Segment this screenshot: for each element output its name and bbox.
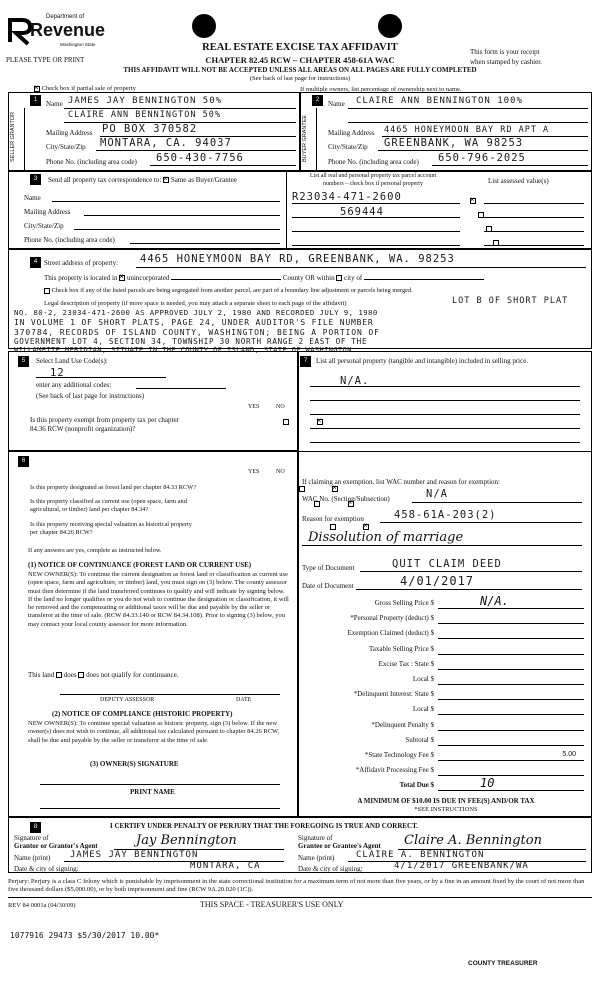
city-checkbox[interactable]: [336, 275, 342, 281]
grantee-sig-label-2: Grantee or Grantee's Agent: [298, 842, 381, 850]
grantor-signature[interactable]: Jay Bennington: [136, 833, 237, 848]
fee-value[interactable]: 10: [480, 776, 495, 791]
fee-row: [300, 594, 590, 612]
fee-row: [300, 719, 590, 734]
print-name-label: PRINT NAME: [130, 788, 175, 796]
seller-city-label: City/State/Zip: [46, 143, 86, 151]
parcel-2-checkbox[interactable]: [478, 212, 484, 218]
located-label: This property is located in: [44, 274, 118, 282]
parcel-2[interactable]: 569444: [340, 206, 384, 218]
notice-continuance-title: (1) NOTICE OF CONTINUANCE (FOREST LAND OR CURRENT USE): [28, 561, 252, 569]
same-as-buyer-checkbox[interactable]: [163, 177, 169, 183]
unincorporated-checkbox[interactable]: [119, 275, 125, 281]
perjury-notice: Perjury: Perjury is a class C felony which is punishable by imprisonment in the state correctional institution for a maximum term of not more than five years, or by a fine in an amount fixed by the court of not more than five thousand dollars ($5,000.00), or by both imprisonment and fine (RCW 9A.20.020 (1C)).: [8, 878, 585, 894]
this-land-label: This land: [28, 671, 55, 679]
doc-type-label: Type of Document: [302, 564, 355, 572]
s6-q2a: Is this property classified as current use (open space, farm and: [30, 498, 187, 505]
county-treasurer: COUNTY TREASURER: [468, 960, 538, 967]
buyer-city[interactable]: GREENBANK, WA 98253: [384, 137, 524, 149]
parcel-1[interactable]: R23034-471-2600: [292, 191, 402, 203]
street-address[interactable]: 4465 HONEYMOON BAY RD, GREENBANK, WA. 98253: [140, 253, 455, 265]
land-use-label: Select Land Use Code(s):: [36, 357, 108, 365]
s6-q3b: per chapter 84.26 RCW?: [30, 529, 93, 536]
buyer-name-label: Name: [328, 100, 345, 108]
s6-q2b: agricultural, or timber) land per chapter 84.34?: [30, 506, 149, 513]
fee-label: Subtotal $: [405, 735, 434, 744]
logo-state: Washington State: [60, 42, 96, 47]
seller-grantor-tab: SELLER GRANTOR: [10, 111, 16, 162]
fee-label: *State Technology Fee $: [364, 750, 434, 759]
reason-label: Reason for exemption: [302, 515, 364, 523]
notice-continuance-body: NEW OWNER(S): To continue the current designation as forest land or classification as current use (open space, farm and agriculture, or timber) land, you must sign on (3) below. The county assessor must then determine if the land transferred continues to qualify and will indicate by signing below. If the land no longer qualifies or you do not wish to continue the designation or classification, it will be removed and the compensating or additional taxes will be due and payable by the seller or transferor at the time of sale. (RCW 84.33.140 or RCW 84.34.108). Prior to signing (3) below, you may contact your local county assessor for more information.: [28, 571, 289, 628]
s3-phone-label: Phone No. (including area code): [24, 236, 115, 244]
grantee-date-city[interactable]: 4/1/2017 GREENBANK/WA: [394, 861, 529, 871]
fee-label: *Delinquent Interest: State $: [353, 690, 434, 699]
personal-property-label: List all personal property (tangible and intangible) included in selling price.: [316, 357, 529, 365]
s5-see-back: (See back of last page for instructions): [36, 392, 145, 400]
buyer-mail-label: Mailing Address: [328, 129, 375, 137]
wac-number[interactable]: N/A: [426, 488, 448, 500]
section-7-number: 7: [300, 356, 311, 367]
exemption-reason-2[interactable]: Dissolution of marriage: [308, 530, 464, 545]
deputy-assessor-label: DEPUTY ASSESSOR: [100, 697, 155, 703]
section-2-number: 2: [312, 95, 323, 106]
s6-no: NO: [276, 469, 285, 475]
fee-value[interactable]: N/A.: [480, 594, 509, 608]
form-see-back: (See back of last page for instructions): [249, 75, 351, 82]
form-title: REAL ESTATE EXCISE TAX AFFIDAVIT: [202, 42, 398, 53]
qualify-label: qualify for continuance.: [111, 671, 179, 679]
form-number: REV 84 0001a (04/30/09): [8, 902, 76, 909]
grantor-date-label: Date & city of signing:: [14, 865, 79, 873]
grantor-sig-label-2: Grantor or Grantor's Agent: [14, 842, 98, 850]
exempt-question-1: Is this property exempt from property tax per chapter: [30, 416, 179, 424]
seller-mail-label: Mailing Address: [46, 129, 93, 137]
parcel-header-2: numbers – check box if personal property: [323, 181, 423, 187]
fee-table: [300, 594, 590, 794]
section-1-number: 1: [30, 95, 41, 106]
s6-q3a: Is this property receiving special valuation as historical property: [30, 521, 192, 528]
minimum-fee-note: A MINIMUM OF $10.00 IS DUE IN FEE(S) AND/OR TAX: [357, 797, 535, 805]
grantee-print-label: Name (print): [298, 854, 335, 862]
segregated-row: [44, 287, 413, 294]
seller-phone[interactable]: 650-430-7756: [156, 152, 244, 164]
fee-row: [300, 764, 590, 779]
exempt-yes-checkbox[interactable]: [283, 419, 289, 425]
legal-line-4[interactable]: 370784, RECORDS OF ISLAND COUNTY, WASHINGTON; BEING A PORTION OF: [14, 328, 380, 337]
fee-label: Local $: [412, 674, 434, 683]
certify-statement: I CERTIFY UNDER PENALTY OF PERJURY THAT THE FOREGOING IS TRUE AND CORRECT.: [110, 822, 419, 830]
see-instructions-note: *SEE INSTRUCTIONS: [414, 806, 478, 813]
logo-name: Revenue: [30, 20, 106, 40]
legal-line-3[interactable]: IN VOLUME 1 OF SHORT PLATS, PAGE 24, UNDER AUDITOR'S FILE NUMBER: [14, 318, 374, 327]
notice-compliance-title: (2) NOTICE OF COMPLIANCE (HISTORIC PROPERTY): [52, 710, 233, 718]
unincorporated-label: unincorporated: [126, 274, 170, 282]
s5-yes: YES: [248, 404, 260, 410]
assessed-header: List assessed value(s): [488, 177, 549, 185]
fee-row: [300, 703, 590, 718]
s3-name-label: Name: [24, 194, 41, 202]
fee-label: Taxable Selling Price $: [368, 644, 434, 653]
fee-label: *Delinquent Penalty $: [371, 720, 434, 729]
form-warning: THIS AFFIDAVIT WILL NOT BE ACCEPTED UNLESS ALL AREAS ON ALL PAGES ARE FULLY COMPLETED: [123, 66, 477, 74]
logo-dept: Department of: [46, 14, 85, 20]
buyer-phone-label: Phone No. (including area code): [328, 158, 419, 166]
fee-row: [300, 673, 590, 688]
personal-property[interactable]: N/A.: [340, 375, 370, 387]
section-5-number: 5: [18, 356, 29, 367]
partial-sale-checkbox[interactable]: [34, 86, 40, 92]
segregated-label: Check box if any of the listed parcels are being segregated from another parcel, are part of a boundary line adjustment or parcels being merged.: [51, 287, 413, 294]
fee-value[interactable]: 5.00: [562, 750, 576, 758]
section-8-number: 8: [30, 822, 41, 833]
fee-row: [300, 749, 590, 764]
section-5-land-use: [8, 351, 298, 451]
doc-date-label: Date of Document: [302, 582, 354, 590]
fee-row: [300, 658, 590, 673]
county-or-label: County OR within: [282, 274, 335, 282]
fee-row: [300, 688, 590, 703]
buyer-mail[interactable]: 4465 HONEYMOON BAY RD APT A: [384, 125, 550, 135]
seller-city[interactable]: MONTARA, CA. 94037: [100, 137, 232, 149]
buyer-city-label: City/State/Zip: [328, 143, 368, 151]
treasurer-space: THIS SPACE - TREASURER'S USE ONLY: [200, 900, 344, 909]
section-6-number: 6: [18, 456, 29, 467]
punch-hole-right: [378, 14, 402, 38]
legal-line-5[interactable]: GOVERNMENT LOT 4, SECTION 34, TOWNSHIP 30 NORTH RANGE 2 EAST OF THE: [14, 337, 368, 346]
does-not-checkbox[interactable]: [78, 672, 84, 678]
treasurer-stamp: 1077916 29473 $5/30/2017 10.00*: [10, 931, 160, 940]
additional-codes-label: enter any additional codes:: [36, 381, 112, 389]
grantor-print-name[interactable]: JAMES JAY BENNINGTON: [70, 850, 199, 860]
receipt-line1: This form is your receipt: [470, 48, 540, 56]
exemption-claim-label: If claiming an exemption, list WAC number and reason for exemption:: [302, 478, 500, 486]
s3-mail-label: Mailing Address: [24, 208, 71, 216]
grantee-signature[interactable]: Claire A. Bennington: [404, 833, 542, 848]
seller-mail[interactable]: PO BOX 370582: [102, 123, 198, 135]
form-chapter: CHAPTER 82.45 RCW – CHAPTER 458-61A WAC: [205, 55, 395, 65]
s6-q1: Is this property designated as forest land per chapter 84.33 RCW?: [30, 484, 196, 491]
does-label: does: [63, 671, 77, 679]
fee-label: Exemption Claimed (deduct) $: [347, 629, 434, 638]
fee-label: Gross Selling Price $: [374, 599, 434, 607]
fee-label: Total Due $: [399, 781, 434, 790]
buyer-name-1[interactable]: CLAIRE ANN BENNINGTON 100%: [356, 96, 523, 106]
grantee-sig-label-1: Signature of: [298, 834, 333, 842]
city-of-label: city of: [344, 274, 363, 282]
grantor-print-label: Name (print): [14, 854, 51, 862]
s3-city-label: City/State/Zip: [24, 222, 64, 230]
notice-compliance-body: NEW OWNER(S): To continue special valuation as historic property, sign (3) below. If the new owner(s) does not wish to continue, all additional tax calculated pursuant to chapter 84.26 RCW, shall be due and payable by the seller or transferor at the time of sale.: [28, 720, 280, 744]
revenue-logo: [6, 12, 116, 52]
date-label: DATE: [236, 697, 252, 703]
legal-line-2[interactable]: NO. 80-2, 23034-471-2600 AS APPROVED JULY 2, 1980 AND RECORDED JULY 9, 1980: [14, 308, 378, 317]
fee-label: *Personal Property (deduct) $: [350, 614, 434, 623]
section-4-number: 4: [30, 257, 41, 268]
buyer-grantee-tab: BUYER GRANTEE: [302, 114, 308, 162]
s5-no: NO: [276, 404, 285, 410]
fee-label: Excise Tax : State $: [378, 659, 434, 668]
legal-line-1[interactable]: LOT B OF SHORT PLAT: [452, 296, 569, 306]
this-land-row: [28, 671, 178, 679]
owner-signature-title: (3) OWNER(S) SIGNATURE: [90, 760, 179, 768]
wac-label: WAC No. (Section/Subsection): [302, 495, 390, 503]
s6-yes: YES: [248, 469, 260, 475]
legal-line-6[interactable]: WILLAMETTE MERIDIAN, SITUATE IN THE COUNTY OF ISLAND, STATE OF WASHINGTON: [14, 345, 352, 354]
fee-row: [300, 612, 590, 627]
fee-row: [300, 627, 590, 642]
send-correspondence-label: Send all property tax correspondence to:: [48, 176, 162, 184]
seller-name-1[interactable]: JAMES JAY BENNINGTON 50%: [68, 96, 223, 106]
grantor-date-city[interactable]: MONTARA, CA: [190, 861, 261, 871]
fee-label: *Affidavit Processing Fee $: [355, 766, 434, 775]
send-correspondence-row: [48, 176, 237, 184]
segregated-checkbox[interactable]: [44, 288, 50, 294]
parcel-1-checkbox[interactable]: [470, 198, 476, 204]
fee-row: [300, 734, 590, 749]
multiple-owners-note: If multiple owners, list percentage of ownership next to name.: [300, 86, 462, 93]
partial-sale-label: Check box if partial sale of property: [41, 85, 136, 92]
doc-date[interactable]: 4/01/2017: [400, 574, 475, 588]
does-not-label: does not: [86, 671, 110, 679]
same-as-buyer-label: Same as Buyer/Grantee: [170, 176, 237, 184]
punch-hole-left: [192, 14, 216, 38]
seller-name-label: Name: [46, 100, 63, 108]
seller-phone-label: Phone No. (including area code): [46, 158, 137, 166]
does-checkbox[interactable]: [56, 672, 62, 678]
land-use-code[interactable]: 12: [50, 367, 65, 379]
fee-row: [300, 643, 590, 658]
receipt-line2: when stamped by cashier.: [470, 58, 542, 66]
parcel-header-1: List all real and personal property tax parcel account: [309, 173, 437, 179]
grantee-date-label: Date & city of signing:: [298, 865, 363, 873]
exempt-question-2: 84.36 RCW (nonprofit organization)?: [30, 425, 136, 433]
section-3-number: 3: [30, 174, 41, 185]
please-type: PLEASE TYPE OR PRINT: [6, 56, 85, 64]
located-row: [44, 274, 484, 282]
grantee-print-name[interactable]: CLAIRE A. BENNINGTON: [356, 850, 485, 860]
legal-label: Legal description of property (if more space is needed, you may attach a separate sheet to each page of the affidavit): [44, 300, 347, 307]
exemption-reason[interactable]: 458-61A-203(2): [394, 509, 497, 521]
buyer-phone[interactable]: 650-796-2025: [438, 152, 526, 164]
s6-if-yes: If any answers are yes, complete as instructed below.: [28, 547, 162, 554]
street-label: Street address of property:: [44, 259, 119, 267]
fee-row: [300, 776, 590, 794]
grantor-sig-label-1: Signature of: [14, 834, 49, 842]
fee-label: Local $: [412, 705, 434, 714]
doc-type[interactable]: QUIT CLAIM DEED: [392, 558, 502, 570]
seller-name-2[interactable]: CLAIRE ANN BENNINGTON 50%: [68, 110, 221, 120]
partial-sale-row[interactable]: [34, 85, 136, 92]
